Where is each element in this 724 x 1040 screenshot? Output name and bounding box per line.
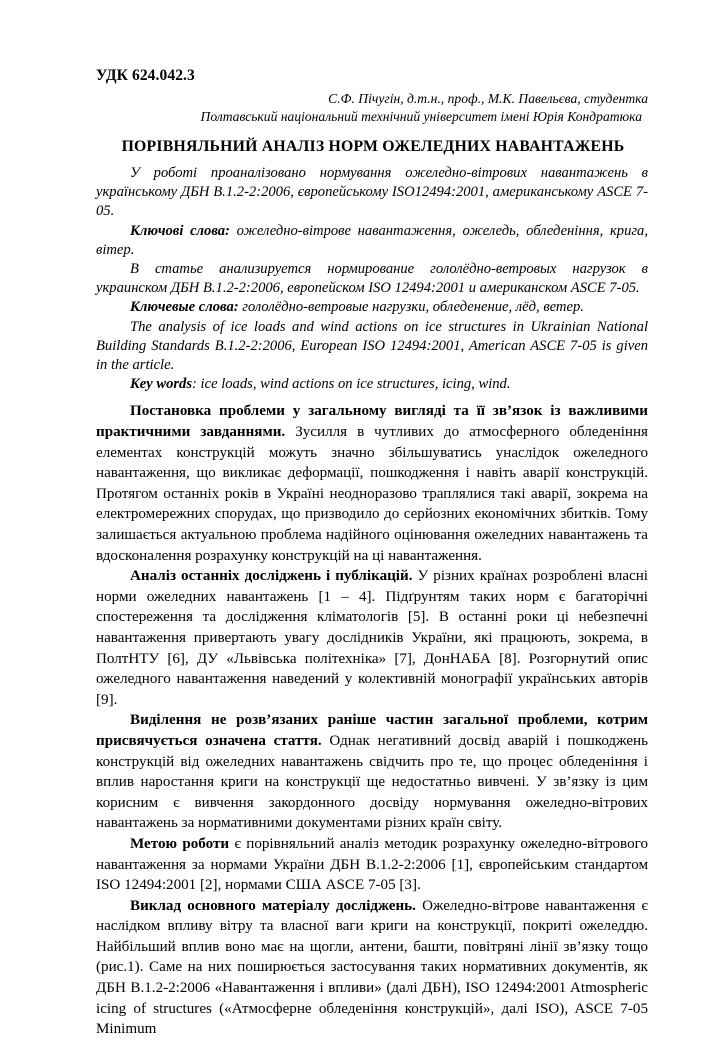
paragraph-objective (96, 834, 648, 896)
keywords-en-label: Key words (130, 376, 193, 393)
keywords-uk (96, 222, 648, 260)
keywords-ru-value: гололёдно-ветровые нагрузки, обледенение, лёд, ветер. (238, 299, 584, 316)
abstract-en: The analysis of ice loads and wind actions on ice structures in Ukrainian National Building Standards B.1.2-2:2006, European ISO 12494:2001, American ASCE 7-05 is given in the article. (96, 318, 648, 374)
page-title: ПОРІВНЯЛЬНИЙ АНАЛІЗ НОРМ ОЖЕЛЕДНИХ НАВАНТАЖЕНЬ (121, 138, 625, 155)
keywords-en-value: : ice loads, wind actions on ice structures, icing, wind. (192, 376, 511, 393)
keywords-uk-value: ожеледно-вітрове навантаження, ожеледь, обледеніння, крига, вітер. (96, 222, 649, 258)
paragraph-problem-statement-text: Зусилля в чутливих до атмосферного обледеніння елементах конструкцій можуть значно збільшуватись унаслідок ожеледного навантаження, що викликає деформації, пошкодження і навіть аварії конструкцій. Протягом останніх років в Україні неодноразово траплялися такі аварії, зокрема на електромережних спорудах, що призводило до серйозних економічних збитків. Тому залишається актуальною проблема надійного оцінювання ожеледних навантажень та вдосконалення розрахунку конструкцій на ці навантаження. (96, 424, 648, 564)
paragraph-unresolved-parts-text: Однак негативний досвід аварій і пошкоджень конструкцій від ожеледних навантажень свідчить про те, що процес обледеніння і вплив наростання криги на конструкції ще недостатньо вивчені. У зв’язку із цим корисним є вивчення закордонного досвіду нормування ожеледно-вітрових навантажень за нормативними документами різних країн світу. (96, 732, 648, 832)
paragraph-literature-review (96, 566, 648, 710)
paragraph-literature-review-text: У різних країнах розроблені власні норми ожеледних навантажень [1 – 4]. Підґрунтям таких норм є багаторічні спостереження та дослідження кліматологів [5]. В останні роки ці небезпечні навантаження привертають увагу дослідників України, які працюють, зокрема, в ПолтНТУ [6], ДУ «Львівська політехніка» [7], ДонНАБА [8]. Розгорнутий опис ожеледного навантаження наведений у колективній монографії українських авторів [9]. (96, 568, 649, 708)
paragraph-objective-lead: Метою роботи (130, 835, 230, 852)
paragraph-problem-statement-lead: Постановка проблеми у загальному вигляді та її зв’язок із важливими практичними завданнями. (96, 403, 648, 441)
keywords-uk-label: Ключові слова: (130, 222, 230, 239)
paragraph-unresolved-parts-lead: Виділення не розв’язаних раніше частин загальної проблеми, котрим присвячується означена стаття. (96, 712, 648, 749)
keywords-ru (96, 298, 648, 317)
keywords-ru-label: Ключевые слова: (130, 299, 239, 316)
paragraph-main-material-text: Ожеледно-вітрове навантаження є наслідком впливу вітру та власної ваги криги на конструкції, покриті ожеледдю. Найбільший вплив воно має на щогли, антени, башти, повітряні лінії зв’язку тощо (рис.1). Саме на них поширюється застосування таких нормативних документів, як ДБН В.1.2-2:2006 «Навантаження і впливи» (далі ДБН), ISO 12494:2001 Atmospheric icing of structures («Атмосферне обледеніння конструкцій», далі ISO), ASCE 7-05 Minimum (96, 897, 648, 1038)
keywords-en (96, 375, 648, 394)
paragraph-unresolved-parts (96, 710, 648, 834)
authors-affiliation-block (96, 90, 672, 126)
paragraph-literature-review-lead: Аналіз останніх досліджень і публікацій. (130, 568, 413, 585)
paragraph-problem-statement (96, 401, 648, 566)
authors-line: С.Ф. Пічугін, д.т.н., проф., М.К. Павельєва, студентка (328, 91, 648, 106)
paragraph-main-material (96, 896, 648, 1040)
abstract-uk: У роботі проаналізовано нормування ожеледно-вітрових навантажень в українському ДБН В.1.2-2:2006, європейському ISO12494:2001, американському ASCE 7-05. (96, 165, 648, 220)
abstract-ru: В статье анализируется нормирование гололёдно-ветровых нагрузок в украинском ДБН В.1.2-2:2006, европейском ISO 12494:2001 и американском ASCE 7-05. (96, 261, 648, 297)
paragraph-main-material-lead: Виклад основного матеріалу досліджень. (130, 897, 416, 914)
paragraph-objective-text: є порівняльний аналіз методик розрахунку ожеледно-вітрового навантаження за нормами України ДБН В.1.2-2:2006 [1], європейським стандартом ISO 12494:2001 [2], нормами США ASCE 7-05 [3]. (96, 835, 648, 894)
affiliation-line: Полтавський національний технічний університет імені Юрія Кондратюка (200, 109, 642, 124)
udk-code: УДК 624.042.3 (96, 67, 195, 84)
abstracts-section (96, 164, 672, 394)
body-section (96, 401, 672, 1039)
